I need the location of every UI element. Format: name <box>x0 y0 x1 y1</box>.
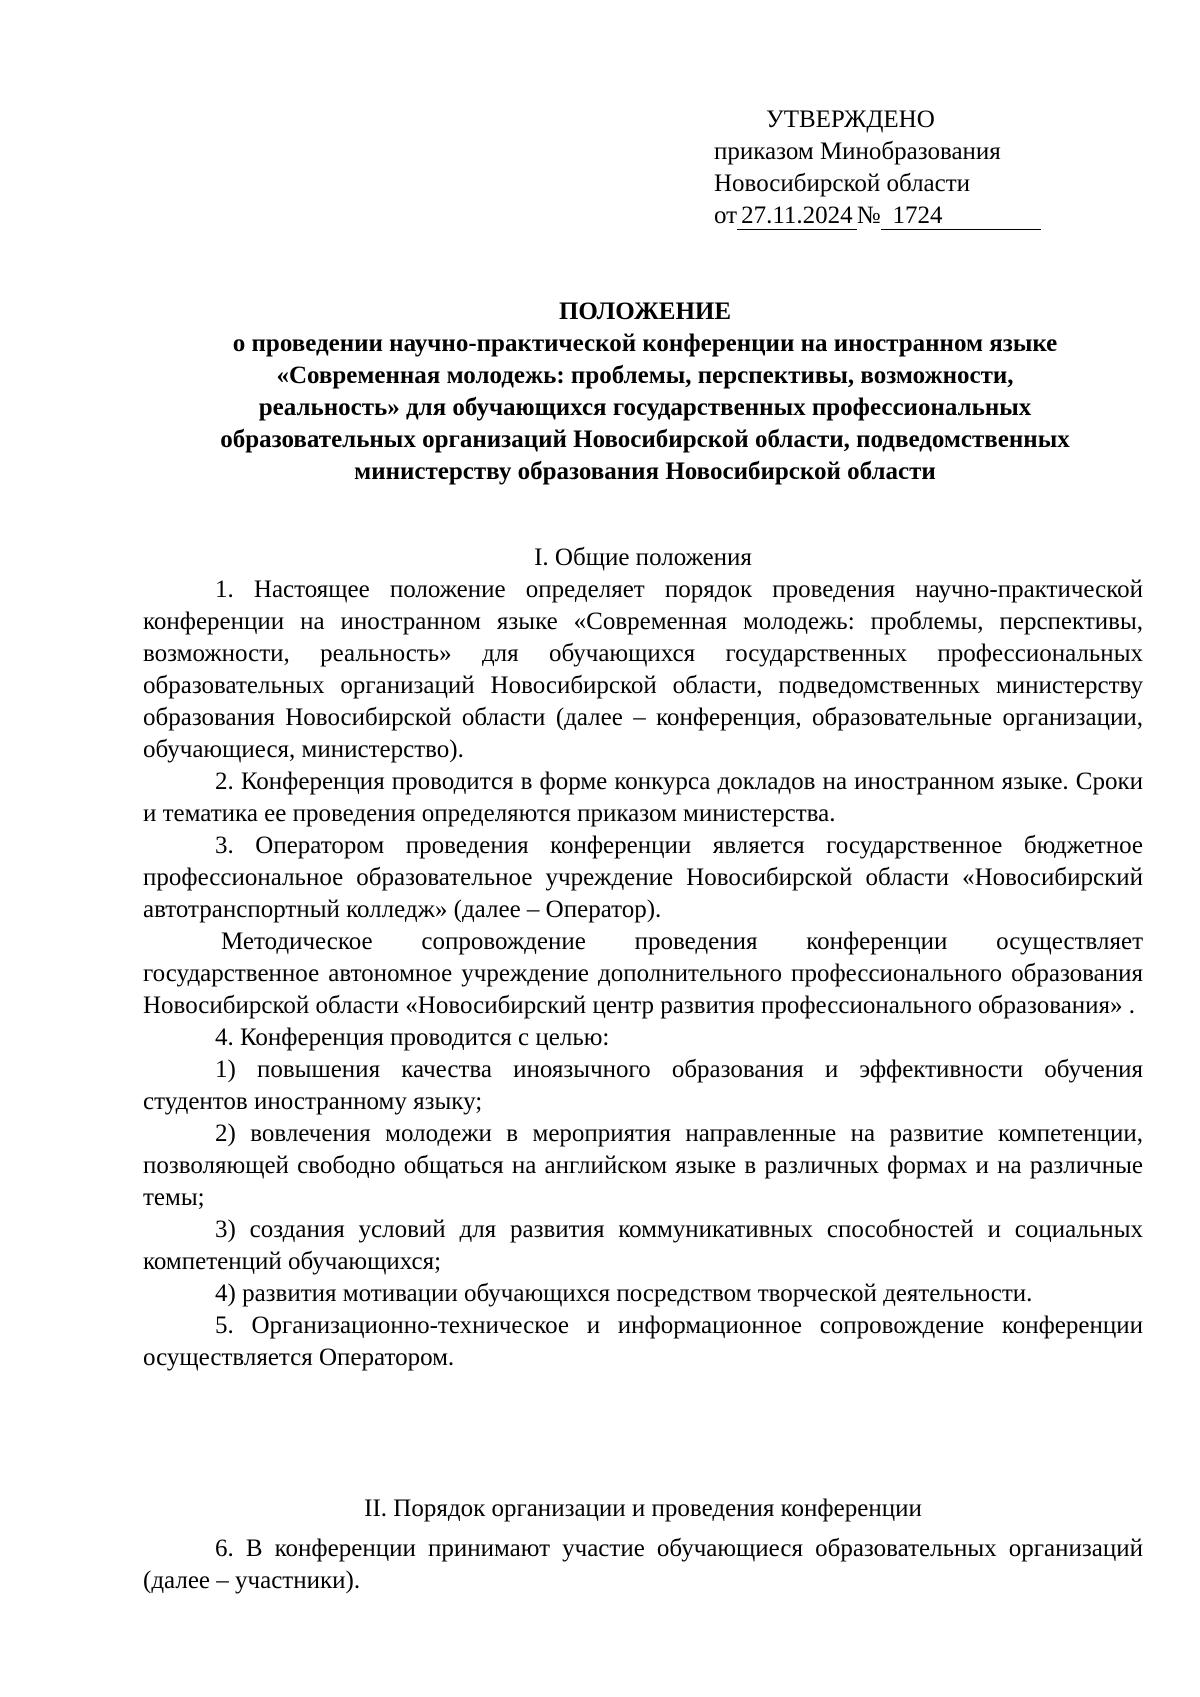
section-1-title: I. Общие положения <box>534 544 752 571</box>
document-subtitle-line: «Современная молодежь: проблемы, перспективы, возможности, <box>276 362 1014 389</box>
document-subtitle-line: о проведении научно-практической конференции на иностранном языке <box>232 330 1058 357</box>
approval-number: 1724 <box>881 203 1041 230</box>
paragraph-5: 5. Организационно-техническое и информационное сопровождение конференции осуществляется Оператором. <box>143 1312 1143 1371</box>
approval-line-1: приказом Минобразования <box>714 138 1001 165</box>
document-subtitle-line: образовательных организаций Новосибирской области, подведомственных <box>220 426 1070 453</box>
section-2 <box>143 1493 1143 1597</box>
goal-item-1: 1) повышения качества иноязычного образования и эффективности обучения студентов иностранному языку; <box>143 1056 1143 1115</box>
paragraph-4: 4. Конференция проводится с целью: <box>215 1024 610 1051</box>
approval-line-2: Новосибирской области <box>714 170 971 197</box>
approval-order-line <box>714 200 1041 232</box>
approval-from-prefix: от <box>714 202 738 229</box>
document-subtitle-line: реальность» для обучающихся государственных профессиональных <box>258 394 1032 421</box>
section-1 <box>143 542 1143 1374</box>
approval-number-sign: № <box>856 202 881 229</box>
document-title: ПОЛОЖЕНИЕ <box>558 298 732 325</box>
approval-date: 27.11.2024 <box>737 203 857 230</box>
document-heading <box>140 296 1150 488</box>
approval-stamp <box>714 104 1041 232</box>
paragraph-2: 2. Конференция проводится в форме конкурса докладов на иностранном языке. Сроки и тематика ее проведения определяются приказом министерства. <box>143 768 1143 827</box>
paragraph-methodical-support: Методическое сопровождение проведения конференции осуществляет государственное автономное учреждение дополнительного профессионального образования Новосибирской области «Новосибирский центр развития профессионального образования» . <box>143 928 1143 1019</box>
paragraph-1: 1. Настоящее положение определяет порядок проведения научно-практической конференции на иностранном языке «Современная молодежь: проблемы, перспективы, возможности, реальность» для обучающихся государственных профессиональных образовательных организаций Новосибирской области, подведомственных министерству образования Новосибирской области (далее – конференция, образовательные организации, обучающиеся, министерство). <box>143 576 1143 763</box>
goal-item-4: 4) развития мотивации обучающихся посредством творческой деятельности. <box>215 1280 1033 1307</box>
goal-item-2: 2) вовлечения молодежи в мероприятия направленные на развитие компетенции, позволяющей свободно общаться на английском языке в различных формах и на различные темы; <box>143 1120 1143 1211</box>
paragraph-6: 6. В конференции принимают участие обучающиеся образовательных организаций (далее – участники). <box>143 1535 1143 1594</box>
section-2-title: II. Порядок организации и проведения конференции <box>364 1495 922 1522</box>
document-subtitle-line: министерству образования Новосибирской области <box>354 458 936 485</box>
approval-title: УТВЕРЖДЕНО <box>766 106 935 133</box>
goal-item-3: 3) создания условий для развития коммуникативных способностей и социальных компетенций обучающихся; <box>143 1216 1143 1275</box>
paragraph-3: 3. Оператором проведения конференции является государственное бюджетное профессиональное образовательное учреждение Новосибирской области «Новосибирский автотранспортный колледж» (далее – Оператор). <box>143 832 1143 923</box>
